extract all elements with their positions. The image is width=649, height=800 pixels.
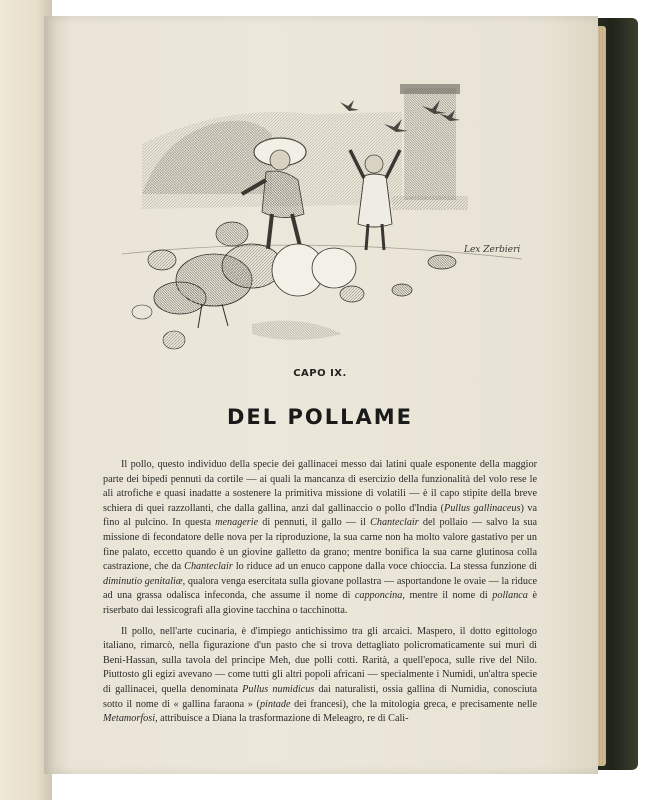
text-run: del pollaio — salvo la sua missione di fecondatore delle nova per la riproduzione, la sua carne non ha molto valore gastativo per un fine palato, eccetto quando è un giovine galletto da grano; mentre bonifica la sua carne glutinosa colla castrazione, che da	[103, 517, 537, 573]
italic-term: Chanteclair	[184, 561, 233, 573]
italic-term: diminutio genitaliæ	[103, 575, 183, 587]
italic-term: pollanca	[492, 590, 528, 602]
chapter-title: DEL POLLAME	[227, 405, 413, 429]
italic-term: Metamorfosi	[103, 713, 156, 725]
text-run: ) va fino al pulcino. In questa	[103, 502, 537, 529]
italic-term: Pullus numidicus	[242, 683, 315, 695]
paragraph	[103, 625, 537, 727]
text-run: Il pollo, nell'arte cucinaria, è d'impiego antichissimo tra gli arcaici. Maspero, il dotto egittologo italiano, rimarcò, nella figurazione d'un pasto che si trova dettagliato policromaticamente sui muri di Beni-Hassan, sulla tavola del principe Meh, due polli cotti. Rarità, a quell'epoca, sulle rive del Nilo. Piuttosto gli egizi avevano — come tutti gli altri popoli africani — specialmente i Numidi, un'altra specie di gallinacei, quella denominata	[103, 625, 537, 695]
text-run: , attribuisce a Diana la trasformazione di Meleagro, re di Cali-	[155, 713, 409, 725]
italic-term: pintade	[259, 698, 291, 710]
artist-signature: Lex Zerbieri	[464, 245, 521, 255]
italic-term: menagerie	[215, 517, 259, 529]
text-run: dai naturalisti, ossia gallina di Numidia, conosciuta sotto il nome di « gallina faraona » (	[103, 683, 537, 710]
poultry-illustration	[102, 84, 534, 364]
text-run: Il pollo, questo individuo della specie dei gallinacei messo dai latini quale esponente della maggior parte dei bipedi pennuti da cortile — ai quali la mancanza di esercizio della funzionalità del volo rese le ali atrofiche e quasi inadatte a sostenere la primitiva missione di volatili — è il capo stipite della breve schiera di quei razzollanti, che dalla gallina, anzi dal gallinaccio o pollo d'India (	[103, 459, 537, 514]
paragraph	[103, 458, 537, 619]
body-text	[103, 458, 537, 733]
chapter-label: CAPO IX.	[293, 368, 347, 379]
text-run: , qualora venga esercitata sulla giovane pollastra — asportandone le ovaie — la riduce ad una grassa odalisca infeconda, che assume il nome di	[103, 575, 537, 602]
text-run: di pennuti, il gallo — il	[258, 517, 371, 529]
text-run: è riserbato dai lessicografi alla giovine tacchina o tacchinotta.	[103, 590, 537, 616]
italic-term: Chanteclair	[370, 517, 419, 529]
stone-tower	[404, 88, 456, 200]
italic-term: Pullus gallinaceus	[443, 502, 521, 514]
text-run: , mentre il nome di	[402, 590, 493, 602]
text-run: dei francesi), che la mitologia greca, e precisamente nelle	[290, 698, 538, 710]
italic-term: capponcina	[354, 590, 403, 602]
text-run: lo riduce ad un enuco cappone dalla voce chioccia. La stessa funzione di	[232, 561, 537, 573]
